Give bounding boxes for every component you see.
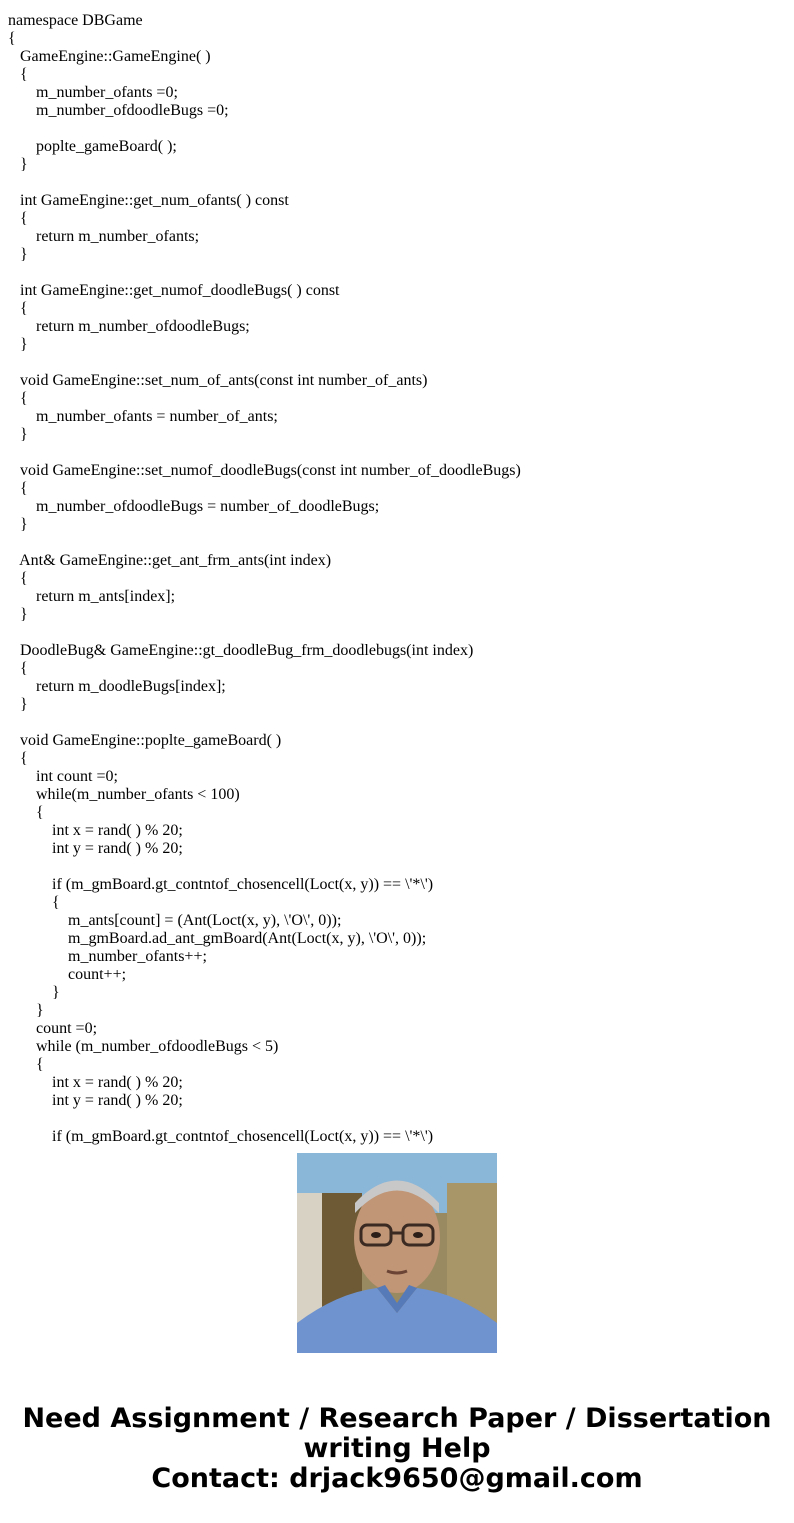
code-line: } xyxy=(8,516,28,533)
code-line: return m_number_ofdoodleBugs; xyxy=(8,318,250,335)
code-line: if (m_gmBoard.gt_contntof_chosencell(Loct(x, y)) == \'*\') xyxy=(8,876,434,893)
code-line: m_number_ofants++; xyxy=(8,948,207,965)
code-line: GameEngine::GameEngine( ) xyxy=(8,48,211,65)
code-line: if (m_gmBoard.gt_contntof_chosencell(Loct(x, y)) == \'*\') xyxy=(8,1128,434,1145)
code-line: void GameEngine::set_num_of_ants(const int number_of_ants) xyxy=(8,372,428,389)
code-line: m_ants[count] = (Ant(Loct(x, y), \'O\', 0)); xyxy=(8,912,342,929)
code-line: int y = rand( ) % 20; xyxy=(8,840,183,857)
code-line: { xyxy=(8,480,28,497)
code-line: m_number_ofants =0; xyxy=(8,84,178,101)
code-line: { xyxy=(8,390,28,407)
code-line: return m_doodleBugs[index]; xyxy=(8,678,226,695)
code-line: } xyxy=(8,426,28,443)
code-line: { xyxy=(8,30,16,47)
code-line: } xyxy=(8,984,60,1001)
avatar-photo xyxy=(297,1153,497,1353)
code-line: count++; xyxy=(8,966,127,983)
code-line: int x = rand( ) % 20; xyxy=(8,1074,183,1091)
footer-heading-line-2: writing Help xyxy=(303,1433,491,1464)
code-line: { xyxy=(8,300,28,317)
footer-heading-line-1: Need Assignment / Research Paper / Dissertation xyxy=(22,1403,772,1434)
code-line: { xyxy=(8,210,28,227)
code-line: { xyxy=(8,66,28,83)
code-line: int GameEngine::get_numof_doodleBugs( ) const xyxy=(8,282,340,299)
code-line: void GameEngine::set_numof_doodleBugs(const int number_of_doodleBugs) xyxy=(8,462,521,479)
code-line: void GameEngine::poplte_gameBoard( ) xyxy=(8,732,282,749)
code-line: int x = rand( ) % 20; xyxy=(8,822,183,839)
code-line: m_gmBoard.ad_ant_gmBoard(Ant(Loct(x, y), \'O\', 0)); xyxy=(8,930,427,947)
code-line: return m_number_ofants; xyxy=(8,228,200,245)
code-line: count =0; xyxy=(8,1020,98,1037)
code-line: { xyxy=(8,570,28,587)
code-line: } xyxy=(8,606,28,623)
code-line: { xyxy=(8,804,44,821)
code-line: } xyxy=(8,1002,44,1019)
code-line: return m_ants[index]; xyxy=(8,588,176,605)
code-line: { xyxy=(8,660,28,677)
code-line: m_number_ofdoodleBugs =0; xyxy=(8,102,229,119)
avatar xyxy=(297,1153,497,1353)
code-line: poplte_gameBoard( ); xyxy=(8,138,177,155)
code-line: int count =0; xyxy=(8,768,118,785)
code-line: while(m_number_ofants < 100) xyxy=(8,786,240,803)
code-line: int y = rand( ) % 20; xyxy=(8,1092,183,1109)
footer-contact: Contact: drjack9650@gmail.com xyxy=(151,1463,643,1494)
code-line: { xyxy=(8,750,28,767)
code-line: Ant& GameEngine::get_ant_frm_ants(int index) xyxy=(8,552,332,569)
code-line: } xyxy=(8,156,28,173)
code-line: m_number_ofants = number_of_ants; xyxy=(8,408,278,425)
code-line: } xyxy=(8,696,28,713)
code-line: { xyxy=(8,894,60,911)
code-line: } xyxy=(8,336,28,353)
code-line: } xyxy=(8,246,28,263)
code-line: namespace DBGame xyxy=(8,12,143,29)
code-line: m_number_ofdoodleBugs = number_of_doodleBugs; xyxy=(8,498,380,515)
code-line: int GameEngine::get_num_ofants( ) const xyxy=(8,192,289,209)
code-line: { xyxy=(8,1056,44,1073)
code-line: DoodleBug& GameEngine::gt_doodleBug_frm_doodlebugs(int index) xyxy=(8,642,474,659)
code-line: while (m_number_ofdoodleBugs < 5) xyxy=(8,1038,279,1055)
